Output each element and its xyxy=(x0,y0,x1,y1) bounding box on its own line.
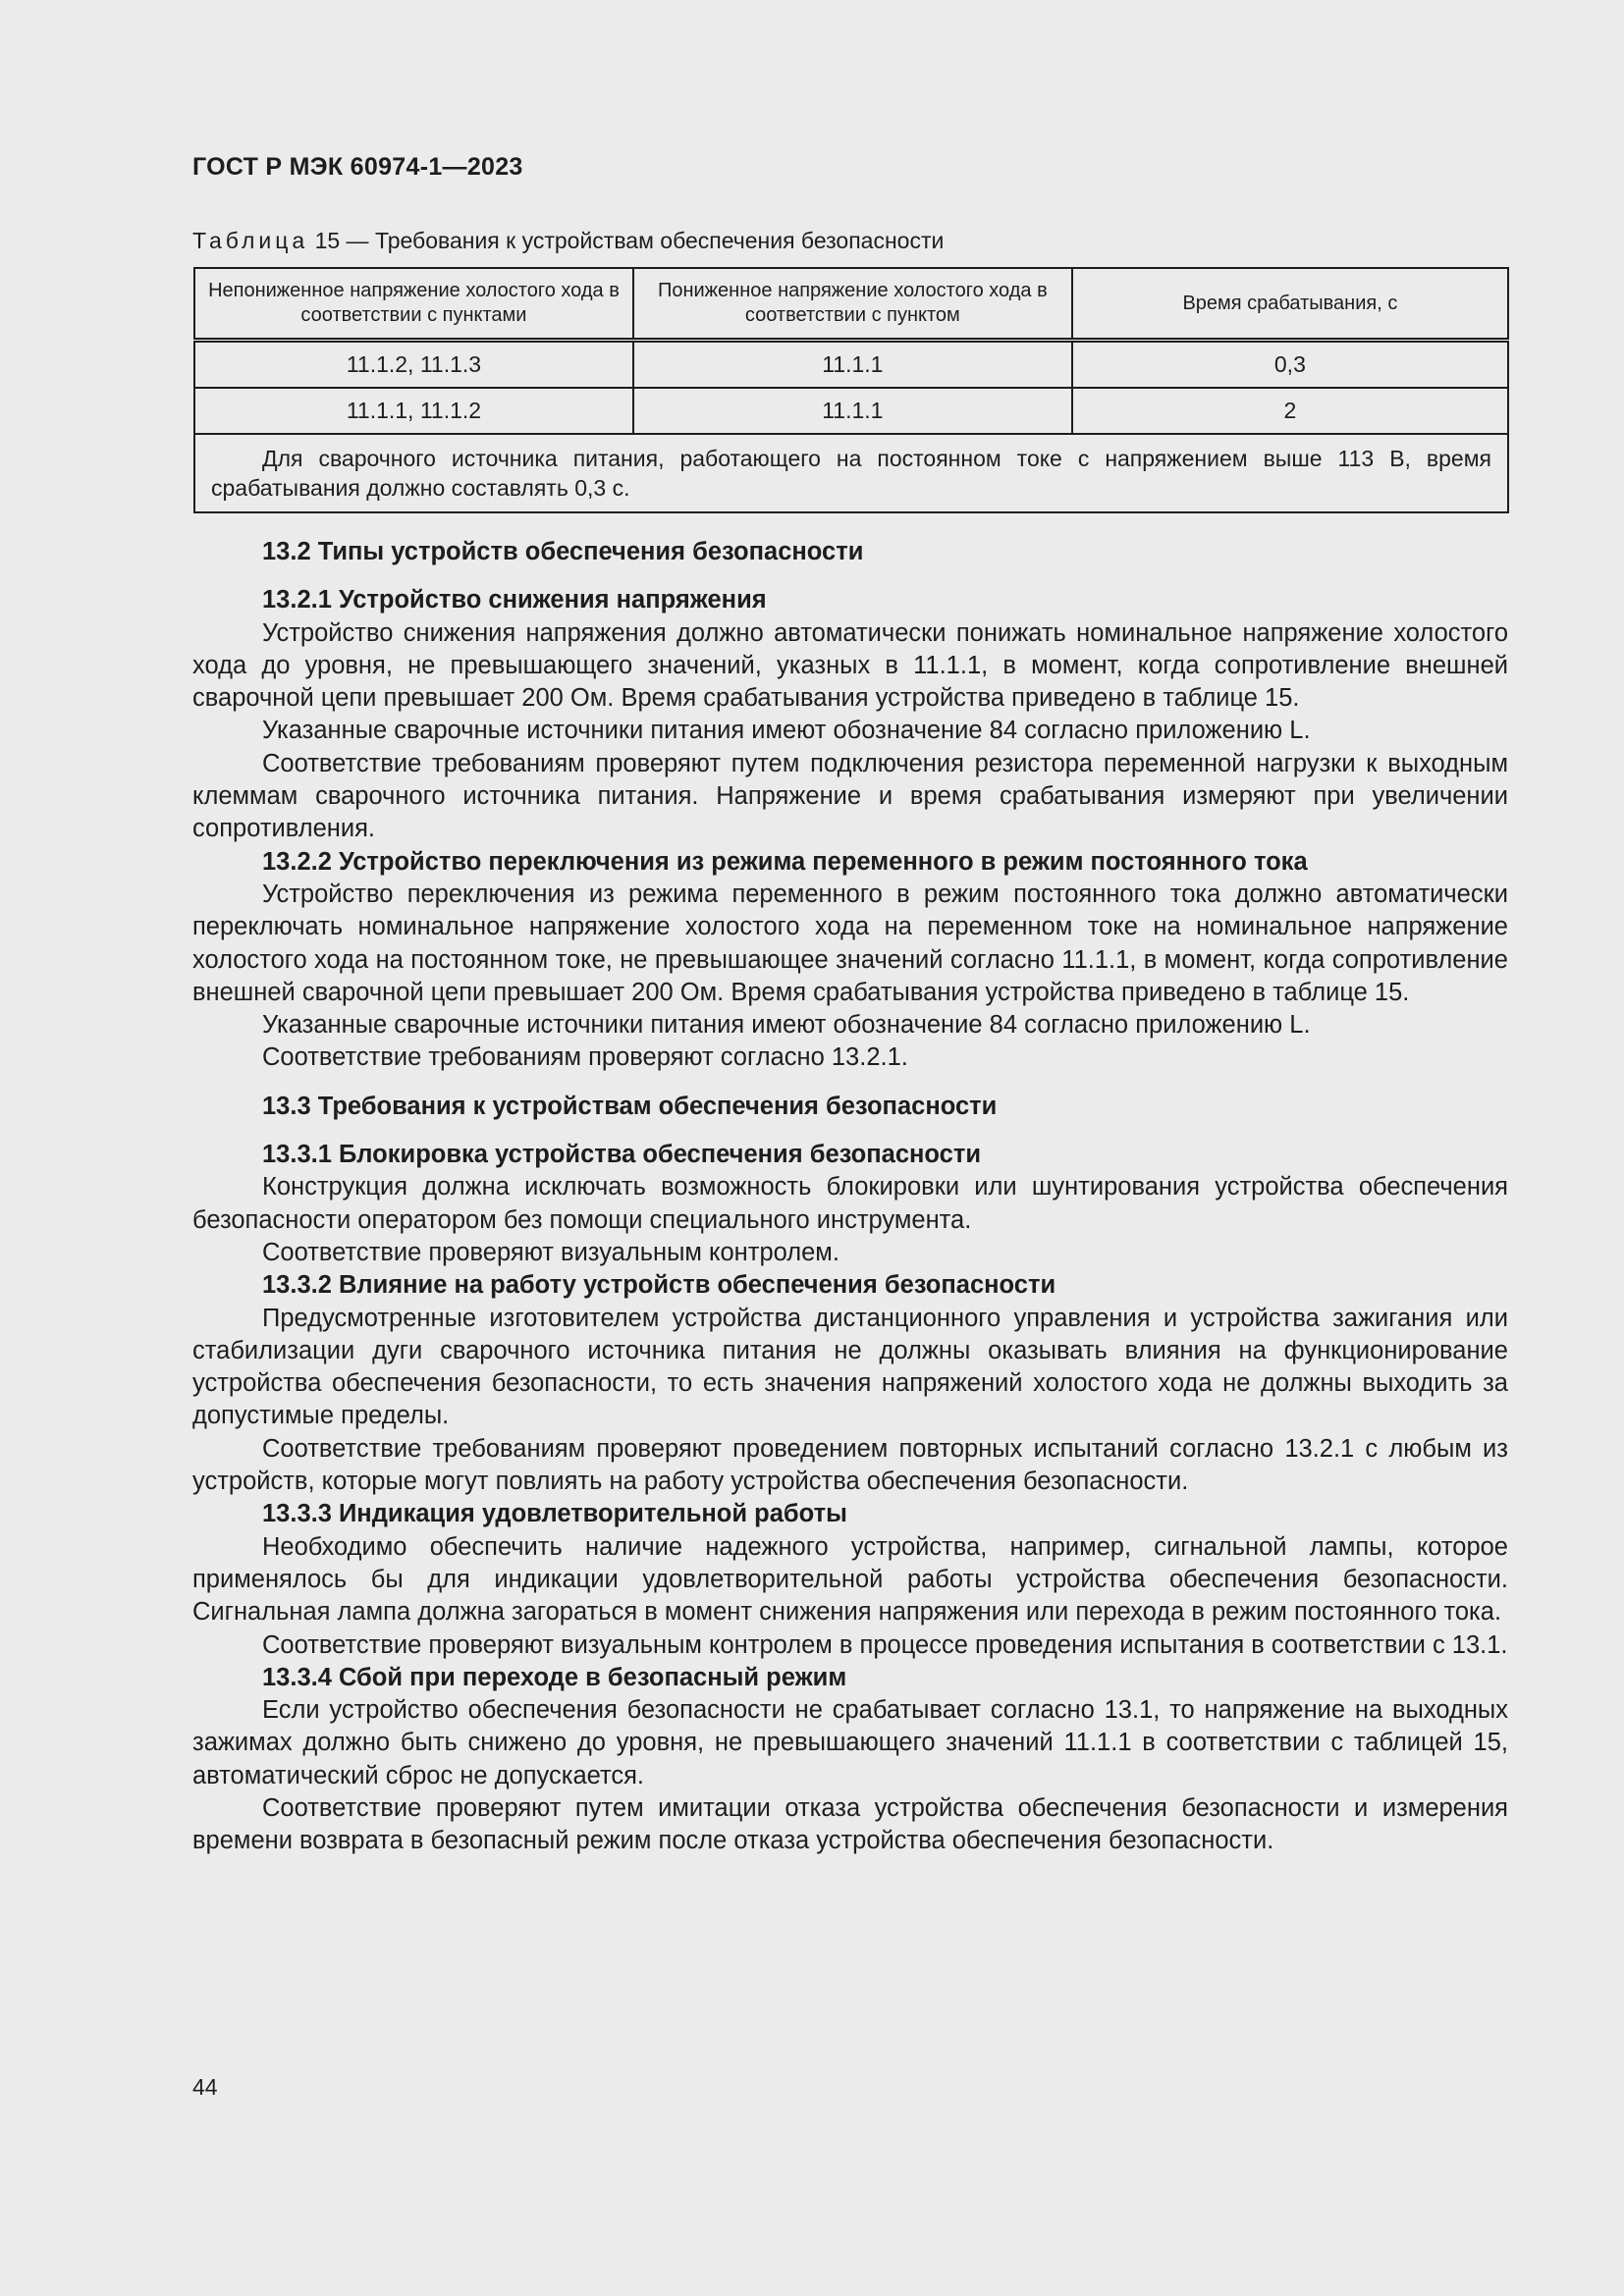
subsection-heading: 13.2.1 Устройство снижения напряжения xyxy=(262,586,767,614)
table-row xyxy=(194,388,1508,434)
paragraph: Устройство снижения напряжения должно автоматически понижать номинальное напряжение холостого хода до уровня, не превышающего значений, указных в 11.1.1, в момент, когда сопротивление внешней сварочной цепи превышает 200 Ом. Время срабатывания устройства приведено в таблице 15. xyxy=(192,618,1508,713)
paragraph: Соответствие требованиям проверяют согласно 13.2.1. xyxy=(262,1043,908,1072)
table-caption-text: 15 — Требования к устройствам обеспечения безопасности xyxy=(308,228,945,253)
column-header: Непониженное напряжение холостого хода в соответствии с пунктами xyxy=(194,268,633,341)
table-header-row xyxy=(194,268,1508,341)
table-row xyxy=(194,341,1508,389)
table-note-cell xyxy=(194,434,1508,512)
paragraph: Соответствие проверяют визуальным контролем. xyxy=(262,1238,839,1266)
paragraph: Если устройство обеспечения безопасности не срабатывает согласно 13.1, то напряжение на выходных зажимах должно быть снижено до уровня, не превышающего значений 11.1.1 в соответствии с таблицей 15, автоматический сброс не допускается. xyxy=(192,1696,1508,1789)
paragraph: Соответствие проверяют путем имитации отказа устройства обеспечения безопасности и измерения времени возврата в безопасный режим после отказа устройства обеспечения безопасности. xyxy=(192,1793,1508,1855)
paragraph: Соответствие требованиям проверяют путем подключения резистора переменной нагрузки к выходным клеммам сварочного источника питания. Напряжение и время срабатывания измеряют при увеличении сопротивления. xyxy=(192,749,1508,843)
page-number: 44 xyxy=(192,2074,218,2100)
subsection-heading: 13.3.2 Влияние на работу устройств обеспечения безопасности xyxy=(262,1271,1056,1300)
section-heading: 13.2 Типы устройств обеспечения безопасности xyxy=(262,538,864,565)
subsection-heading: 13.2.2 Устройство переключения из режима переменного в режим постоянного тока xyxy=(262,847,1308,876)
table-note: Для сварочного источника питания, работающего на постоянном токе с напряжением выше 113 В, время срабатывания должно составлять 0,3 с. xyxy=(211,446,1491,501)
table-cell: 0,3 xyxy=(1072,341,1508,389)
table-cell: 2 xyxy=(1072,388,1508,434)
table-cell: 11.1.1 xyxy=(633,341,1072,389)
column-header: Время срабатывания, с xyxy=(1072,268,1508,341)
subsection-heading: 13.3.3 Индикация удовлетворительной работы xyxy=(262,1500,847,1528)
paragraph: Соответствие проверяют визуальным контролем в процессе проведения испытания в соответствии с 13.1. xyxy=(262,1630,1508,1659)
safety-requirements-table xyxy=(193,267,1509,513)
paragraph: Соответствие требованиям проверяют проведением повторных испытаний согласно 13.2.1 с любым из устройств, которые могут повлиять на работу устройства обеспечения безопасности. xyxy=(192,1434,1508,1496)
table-caption-word: Таблица xyxy=(192,228,309,253)
document-body xyxy=(192,536,1508,1858)
paragraph: Предусмотренные изготовителем устройства дистанционного управления и устройства зажигания или стабилизации дуги сварочного источника питания не должны оказывать влияния на функционирование устройства обеспечения безопасности, то есть значения напряжений холостого хода не должны выходить за допустимые пределы. xyxy=(192,1304,1508,1430)
document-header: ГОСТ Р МЭК 60974-1—2023 xyxy=(192,153,523,181)
paragraph: Конструкция должна исключать возможность блокировки или шунтирования устройства обеспечения безопасности оператором без помощи специального инструмента. xyxy=(192,1173,1508,1234)
section-heading: 13.3 Требования к устройствам обеспечения безопасности xyxy=(262,1092,998,1120)
table-caption xyxy=(192,228,944,254)
table-cell: 11.1.1, 11.1.2 xyxy=(194,388,633,434)
subsection-heading: 13.3.4 Сбой при переходе в безопасный режим xyxy=(262,1663,847,1691)
column-header: Пониженное напряжение холостого хода в соответствии с пунктом xyxy=(633,268,1072,341)
table-cell: 11.1.1 xyxy=(633,388,1072,434)
paragraph: Устройство переключения из режима переменного в режим постоянного тока должно автоматически переключать номинальное напряжение холостого хода на переменном токе на номинальное напряжение холостого хода на постоянном токе, не превышающее значений согласно 11.1.1, в момент, когда сопротивление внешней сварочной цепи превышает 200 Ом. Время срабатывания устройства приведено в таблице 15. xyxy=(192,880,1508,1006)
table-cell: 11.1.2, 11.1.3 xyxy=(194,341,633,389)
subsection-heading: 13.3.1 Блокировка устройства обеспечения безопасности xyxy=(262,1141,982,1169)
paragraph: Необходимо обеспечить наличие надежного устройства, например, сигнальной лампы, которое применялось бы для индикации удовлетворительной работы устройства обеспечения безопасности. Сигнальная лампа должна загораться в момент снижения напряжения или перехода в режим постоянного тока. xyxy=(192,1532,1508,1627)
paragraph: Указанные сварочные источники питания имеют обозначение 84 согласно приложению L. xyxy=(262,1011,1311,1040)
paragraph: Указанные сварочные источники питания имеют обозначение 84 согласно приложению L. xyxy=(262,717,1311,745)
table-note-row xyxy=(194,434,1508,512)
